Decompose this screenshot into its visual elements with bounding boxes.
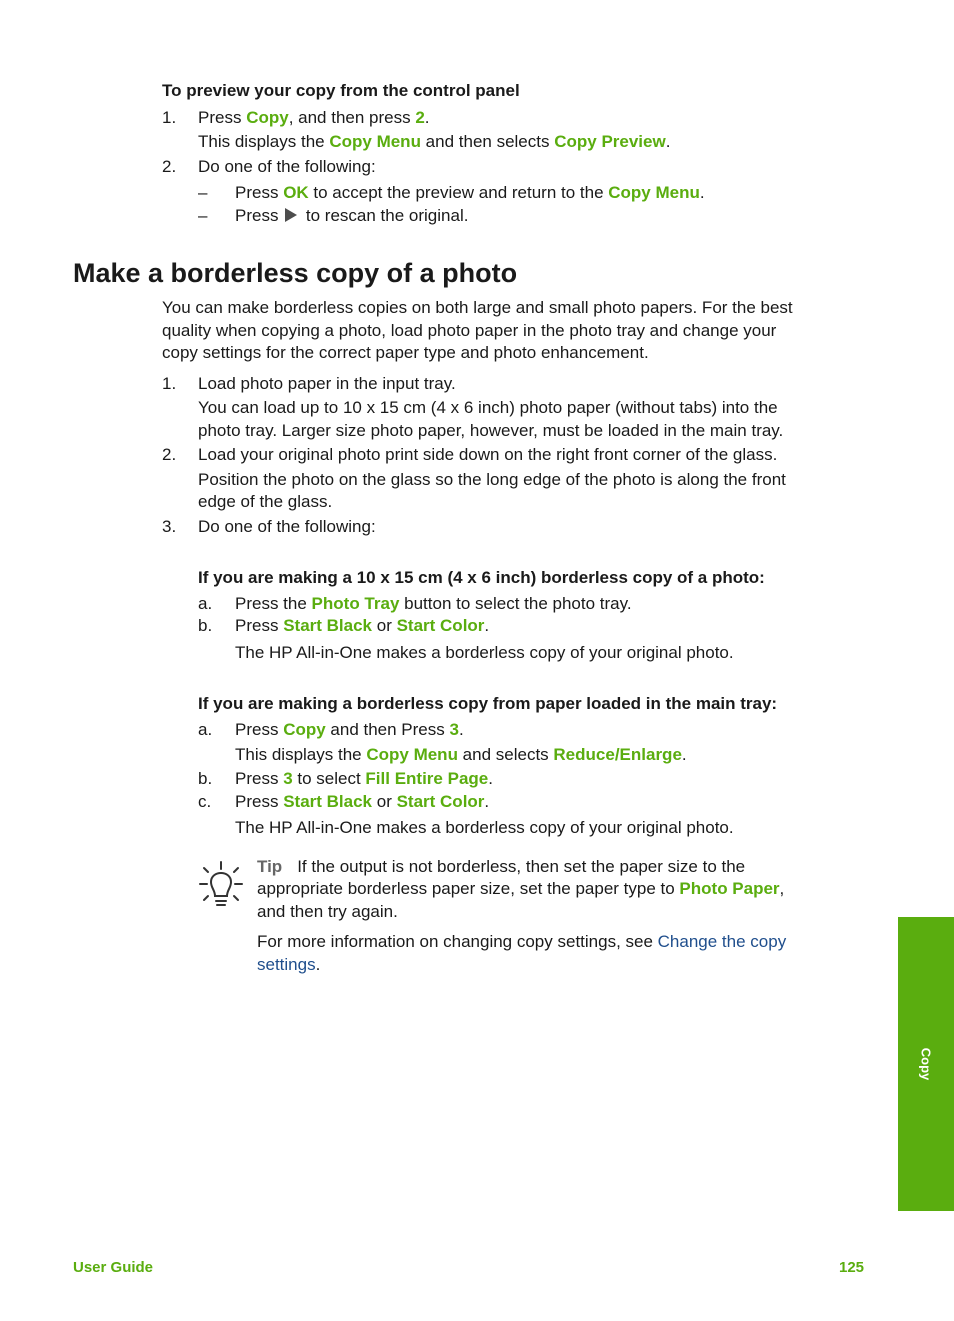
case-heading: If you are making a borderless copy from paper loaded in the main tray: [198,694,778,713]
step-text: Press Copy, and then press 2. [198,108,430,127]
step-subtext: This displays the Copy Menu and then selects Copy Preview. [198,132,671,151]
substep-subtext: This displays the Copy Menu and selects Reduce/Enlarge. [235,745,687,764]
menu-ref: Copy Menu [608,183,700,202]
tip-label: Tip [257,857,283,876]
intro-line: You can make borderless copies on both large and small photo papers. For the best [162,298,793,317]
substep-letter: c. [198,792,212,811]
step-number: 2. [162,445,177,464]
intro-line: copy settings for the correct paper type and photo enhancement. [162,343,649,362]
substep-letter: b. [198,769,213,788]
substep-text: Press Start Black or Start Color. [235,792,490,811]
key-ref: 2 [415,108,425,127]
tip-more-line: settings. [257,955,321,974]
substep-letter: a. [198,720,213,739]
option-text: Press to rescan the original. [235,206,469,225]
key-ref: 3 [283,769,293,788]
change-copy-settings-link[interactable]: Change the copy [657,932,787,951]
step-text: Do one of the following: [198,517,376,536]
tip-line: and then try again. [257,902,398,921]
copy-button-ref: Copy [283,720,326,739]
menu-ref: Copy Menu [366,745,458,764]
ok-button-ref: OK [283,183,309,202]
photo-tray-button-ref: Photo Tray [311,594,400,613]
option-text: Press OK to accept the preview and return to the Copy Menu. [235,183,705,202]
step-number: 3. [162,517,177,536]
tip-line: appropriate borderless paper size, set the paper type to Photo Paper, [257,879,785,898]
key-ref: 3 [449,720,459,739]
page-number: 125 [839,1259,865,1276]
footer-title: User Guide [73,1259,154,1276]
substep-letter: b. [198,616,213,635]
menu-item-ref: Fill Entire Page [365,769,489,788]
result-text: The HP All-in-One makes a borderless copy of your original photo. [235,818,734,837]
substep-text: Press the Photo Tray button to select the photo tray. [235,594,632,613]
change-copy-settings-link[interactable]: settings [257,955,316,974]
step-subtext: photo tray. Larger size photo paper, however, must be loaded in the main tray. [198,421,784,440]
chapter-tab-label: Copy [918,1047,934,1081]
list-dash: – [198,183,208,202]
step-number: 1. [162,108,177,127]
tip-line: Tip If the output is not borderless, then set the paper size to the [257,857,746,876]
substep-text: Press Copy and then Press 3. [235,720,464,739]
start-color-button-ref: Start Color [396,792,485,811]
right-arrow-icon [283,207,299,223]
step-number: 1. [162,374,177,393]
tip-more-line: For more information on changing copy settings, see Change the copy [257,932,787,951]
start-black-button-ref: Start Black [283,616,373,635]
result-text: The HP All-in-One makes a borderless copy of your original photo. [235,643,734,662]
page-title: Make a borderless copy of a photo [73,258,518,288]
menu-ref: Copy Menu [329,132,421,151]
step-text: Do one of the following: [198,157,376,176]
start-color-button-ref: Start Color [396,616,485,635]
list-dash: – [198,206,208,225]
step-text: Load photo paper in the input tray. [198,374,456,393]
substep-letter: a. [198,594,213,613]
lightbulb-icon [198,860,244,910]
copy-button-ref: Copy [246,108,289,127]
chapter-tab [898,917,954,1211]
photo-paper-ref: Photo Paper [679,879,780,898]
case-heading: If you are making a 10 x 15 cm (4 x 6 inch) borderless copy of a photo: [198,568,765,587]
intro-line: quality when copying a photo, load photo paper in the photo tray and change your [162,321,777,340]
procedure-heading: To preview your copy from the control panel [162,81,520,100]
step-text: Load your original photo print side down on the right front corner of the glass. [198,445,778,464]
step-subtext: Position the photo on the glass so the long edge of the photo is along the front [198,470,786,489]
step-subtext: edge of the glass. [198,492,333,511]
substep-text: Press 3 to select Fill Entire Page. [235,769,493,788]
step-subtext: You can load up to 10 x 15 cm (4 x 6 inch) photo paper (without tabs) into the [198,398,778,417]
menu-item-ref: Copy Preview [554,132,666,151]
menu-item-ref: Reduce/Enlarge [553,745,682,764]
step-number: 2. [162,157,177,176]
substep-text: Press Start Black or Start Color. [235,616,490,635]
start-black-button-ref: Start Black [283,792,373,811]
